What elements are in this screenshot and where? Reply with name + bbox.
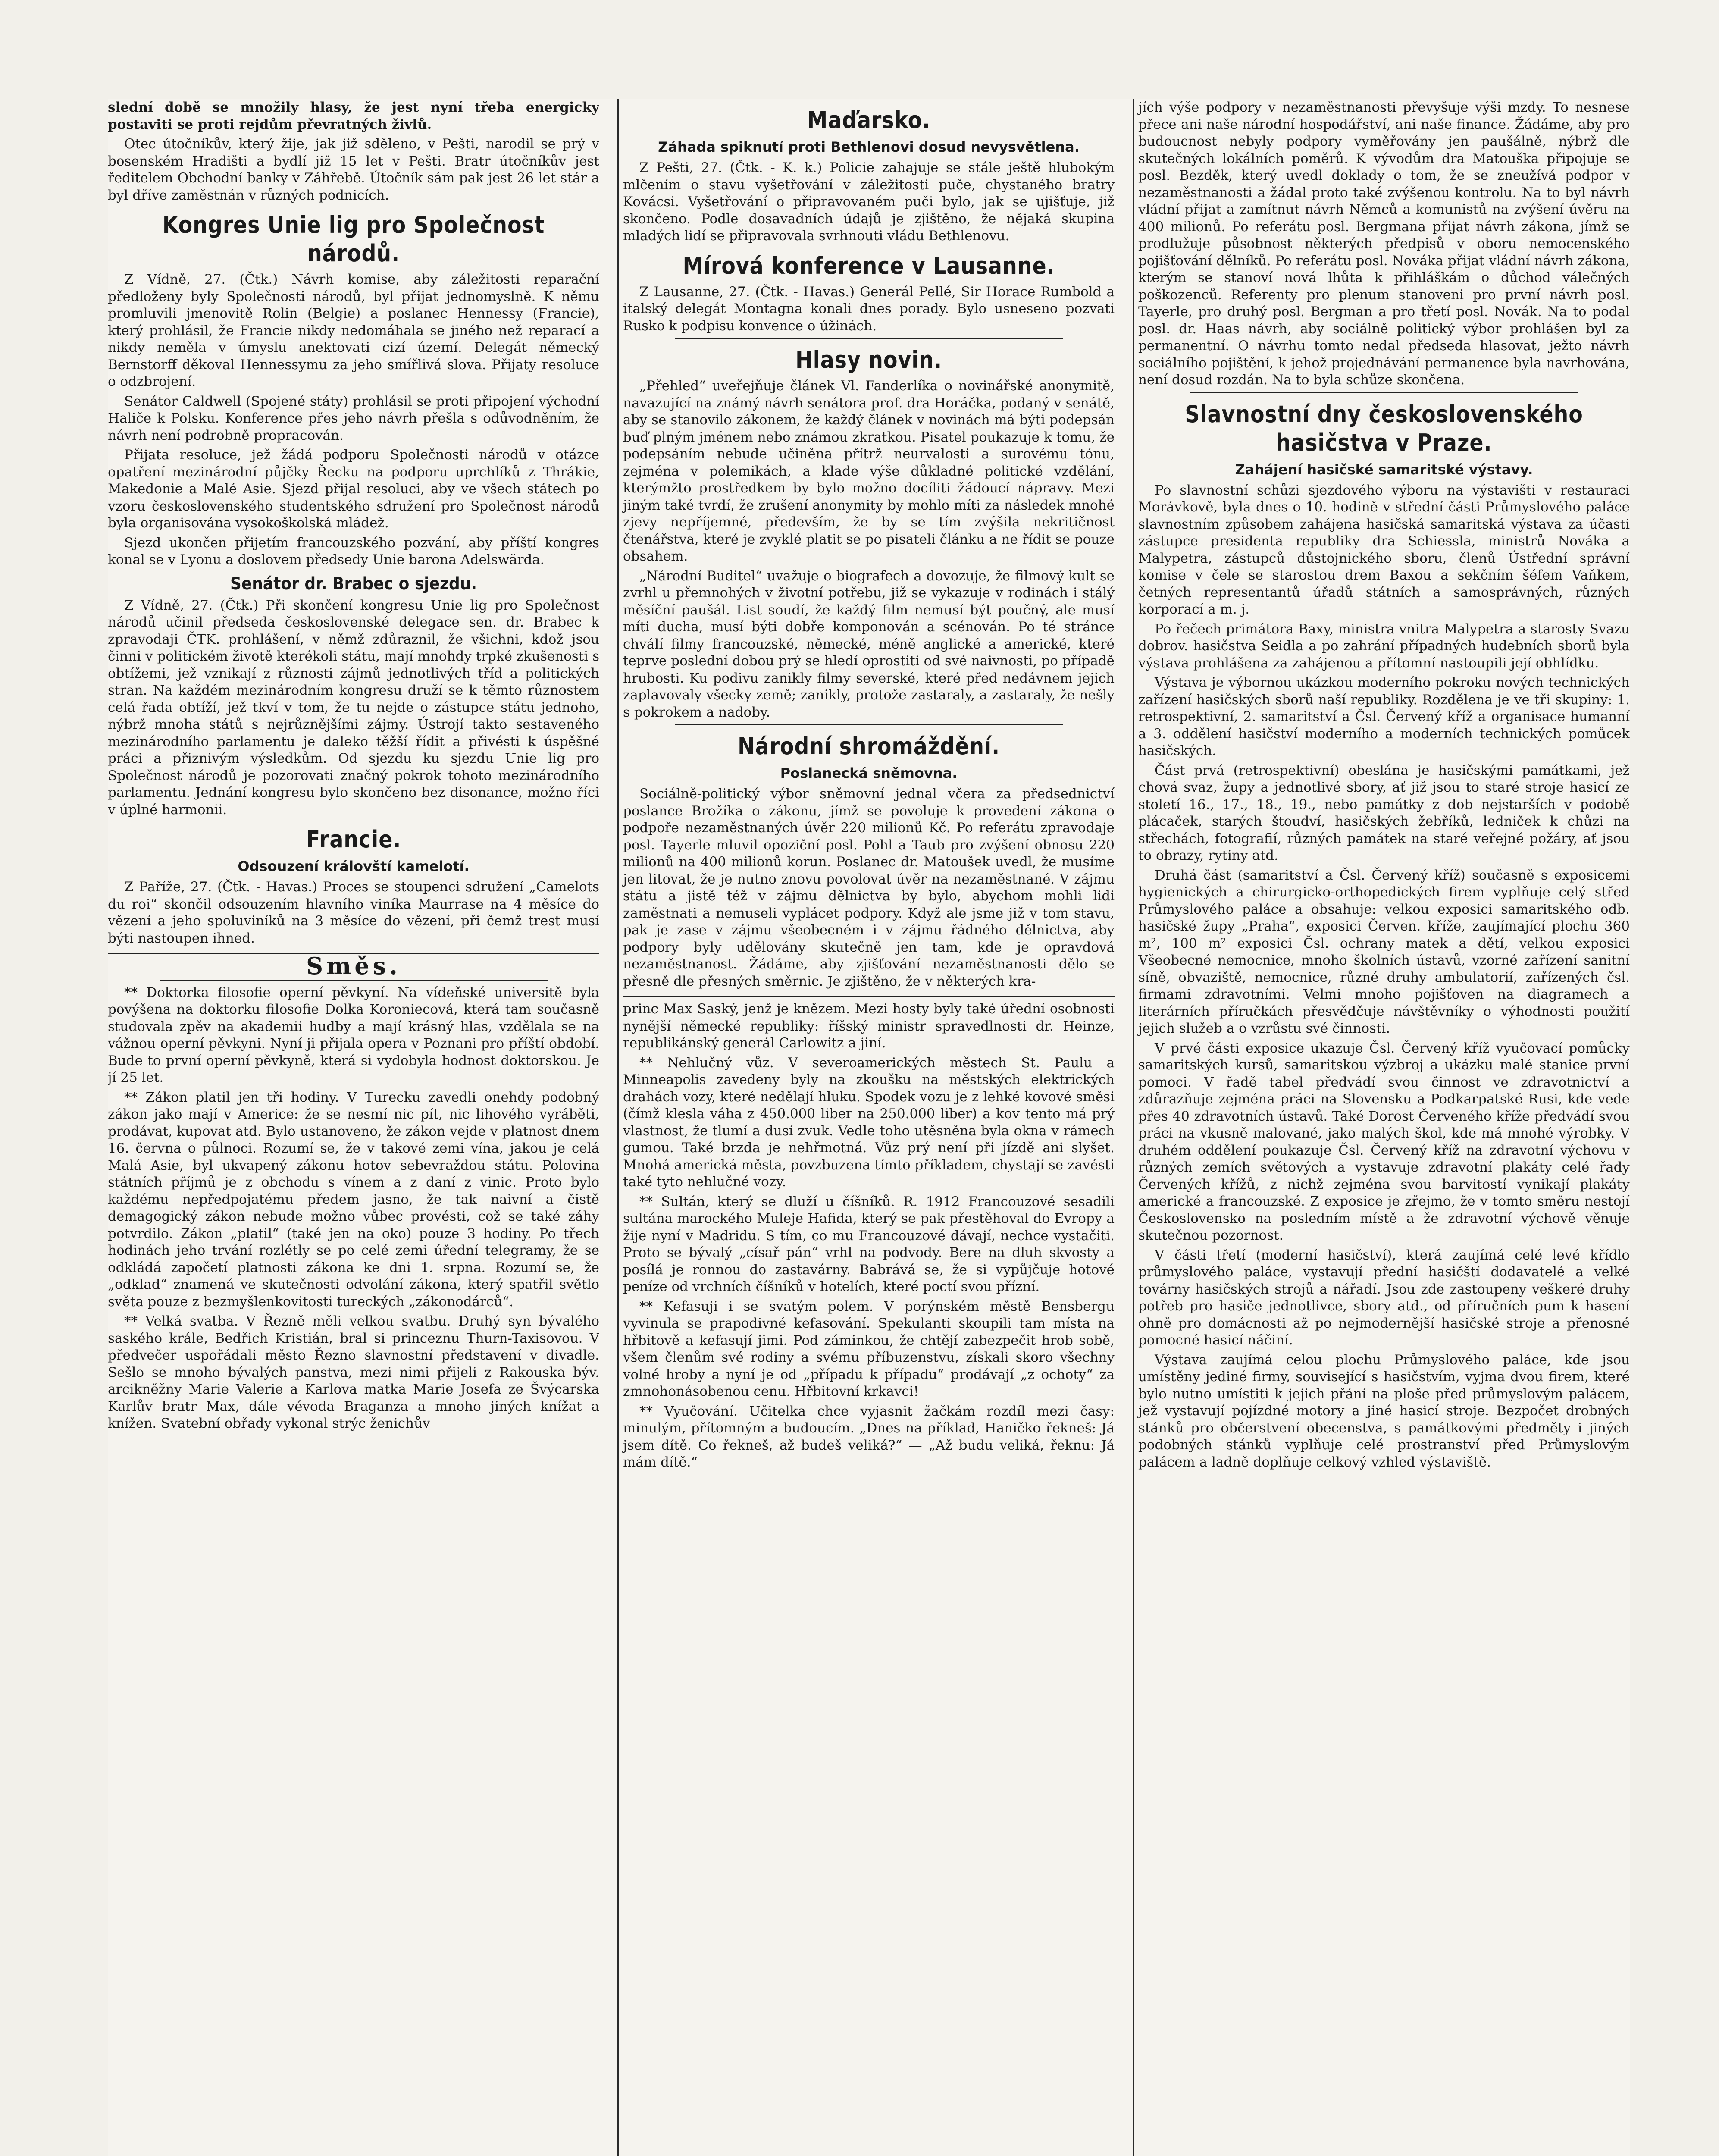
paragraph: Z Pešti, 27. (Čtk. - K. k.) Policie zahajuje se stále ještě hlubokým mlčením o stavu vyšetřování v záležitosti puče, chystaného bratry Kovácsi. Vyšetřování o připravovaném puči bylo, jak se ujišťuje, již skončeno. Podle dosavadních údajů je zjištěno, že nějaká skupina mladých lidí se připravovala svrhnouti vládu Bethlenovu. bbox=[623, 160, 1115, 244]
short-rule bbox=[675, 338, 1063, 339]
paragraph: Sjezd ukončen přijetím francouzského pozvání, aby příští kongres konal se v Lyonu a doslovem předsedy Unie barona Adelswärda. bbox=[108, 535, 599, 567]
newspaper-page bbox=[108, 99, 1630, 2156]
headline-narodni: Národní shromáždění. bbox=[737, 733, 1000, 760]
headline-slavnost: Slavnostní dny československého hasičstva v Praze. bbox=[1185, 400, 1583, 456]
paragraph: Z Lausanne, 27. (Čtk. - Havas.) Generál Pellé, Sir Horace Rumbold a italský delegát Montagna konali dnes porady. Bylo usneseno pozvati Rusko k podpisu konvence o úžinách. bbox=[623, 284, 1115, 334]
headline-kongres: Kongres Unie lig pro Společnost národů. bbox=[162, 211, 545, 267]
paragraph: Druhá část (samaritství a Čsl. Červený kříž) současně s exposicemi hygienických a chirurgicko-orthopedických firem vyplňuje celý střed Průmyslového paláce a obsahuje: velkou exposici samaritského odb. hasičské župy „Praha“, exposici Červen. kříže, zaujímající plochu 360 m², 100 m² exposici Čsl. ochrany matek a dětí, velkou exposici Všeobecné nemocnice, mnoho školních ústavů, vzorné zařízení sanitní síně, obvaziště, nemocnice, různé druhy ambulatorií, zařízených čsl. firmami zdravotními. Velmi mnoho pojišťoven na diagramech a literárních příručkách přesvědčuje návštěvníky o výhodnosti použití jejich služeb a o vzrůstu své činnosti. bbox=[1138, 867, 1630, 1036]
headline-hlasy: Hlasy novin. bbox=[795, 346, 942, 373]
paragraph: Výstava je výbornou ukázkou moderního pokroku nových technických zařízení hasičských sborů naší republiky. Rozdělena je ve tři skupiny: 1. retrospektivní, 2. samaritství a Čsl. Červený kříž a organisace humanní a 3. oddělení hasičství moderního a moderních technických pomůcek hasičských. bbox=[1138, 675, 1630, 758]
paragraph: „Národní Buditel“ uvažuje o biografech a dovozuje, že filmový kult se zvrhl u přemnohých v životní potřebu, již se vykazuje v rodinách i stálý měsíční paušál. List soudí, že každý film nemusí být poučný, ale musí míti ducha, musí býti dobře komponován a scénován. Po té stránce chválí filmy francouzské, německé, méně anglické a americké, které teprve poslední dobou prý se hledí oprostiti od své naivnosti, po případě hrubosti. Ku podivu zanikly filmy severské, které před nedávnem jejich zaplavovaly všecky země; zanikly, protože zastaraly, a zastaraly, že nešly s pokrokem a nadoby. bbox=[623, 568, 1115, 720]
paragraph: Výstava zaujímá celou plochu Průmyslového paláce, kde jsou umístěny jediné firmy, související s hasičstvím, vyjma dvou firem, které bylo nutno umístiti k jejich přání na ploše před průmyslovým palácem, jež vystavují pojízdné motory a jiné hasicí stroje. Bezpočet drobných stánků pro občerstvení obecenstva, s památkovými předměty i jiných podobných stánků vyplňuje celé prostranství před Průmyslovým palácem a ladně doplňuje celkový vzhled výstaviště. bbox=[1138, 1352, 1630, 1470]
subheadline-zahada: Záhada spiknutí proti Bethlenovi dosud nevysvětlena. bbox=[658, 139, 1080, 155]
subheadline-kamelot: Odsouzení královští kamelotí. bbox=[238, 858, 470, 874]
column-2 bbox=[617, 99, 1115, 2156]
paragraph: Přijata resoluce, jež žádá podporu Společnosti národů v otázce opatření mezinárodní půjčky Řecku na podporu uprchlíků z Thrákie, Makedonie a Malé Asie. Sjezd přijal resoluci, aby ve všech státech po vzoru československého studentského sdružení pro Společnost národů byla organisována vysokoškolská mládež. bbox=[108, 447, 599, 531]
paragraph: V části třetí (moderní hasičství), která zaujímá celé levé křídlo průmyslového paláce, vystavují přední hasičští dodavatelé a velké továrny hasičských strojů a nářadí. Jsou zde zastoupeny veškeré druhy potřeb pro hasiče jednotlivce, sbory atd., od příručních pum k hasení ohně pro domácnosti až po nejmodernější hasičské stroje a přenosné pomocné hasicí náčiní. bbox=[1138, 1247, 1630, 1348]
news-item: ** Doktorka filosofie operní pěvkyní. Na vídeňské universitě byla povýšena na doktorku filosofie Dolka Koroniecová, která tam současně studovala zpěv na akademii hudby a mají krásný hlas, vzdělala se na vážnou operní pěvkyni. Nyní ji přijala opera v Poznani pro příští období. Bude to první operní pěvkyně, která si vydobyla hodnost doktorskou. Je jí 25 let. bbox=[108, 984, 599, 1085]
paragraph: Po řečech primátora Baxy, ministra vnitra Malypetra a starosty Svazu dobrov. hasičstva Seidla a po zahrání případných hudebních sborů byla výstava prohlášena za zahájenou a přítomní nastoupili její obhlídku. bbox=[1138, 621, 1630, 671]
paragraph: „Přehled“ uveřejňuje článek Vl. Fanderlíka o novinářské anonymitě, navazující na známý návrh senátora prof. dra Horáčka, podaný v senátě, aby se stanovilo zákonem, že každý článek v novinách má býti podepsán buď plným jménem nebo známou zkratkou. Pisatel poukazuje k tomu, že podepsáním nebude učiněna přítrž neurvalosti a surovému tónu, zejména v polemikách, a klade výše důkladné politické vzdělání, kterýmžto prostředkem by bylo možno docíliti žádoucí nápravy. Mezi jiným také tvrdí, že zrušení anonymity by mohlo míti za následek mnohé zjevy nepříjemné, především, že by se tím zvýšila nekritičnost čtenářstva, které je zvyklé platit se po pisateli článku a ne řídit se pouze obsahem. bbox=[623, 378, 1115, 564]
news-item: ** Velká svatba. V Řezně měli velkou svatbu. Druhý syn bývalého saského krále, Bedřich Kristián, bral si princeznu Thurn-Taxisovou. V předvečer uspořádali město Řezno slavnostní představení v divadle. Sešlo se mnoho bývalých panstva, mezi nimi přijeli z Rakouska býv. arcikněžny Marie Valerie a Karlova matka Marie Josefa ze Švýcarska Karlův bratr Max, dále vévoda Braganza a mnoho jiných knížat a knížen. Svatební obřady vykonal strýc ženichův bbox=[108, 1313, 599, 1431]
article-continuation: slední době se množily hlasy, že jest nyní třeba energicky postaviti se proti rejdům převratných živlů. bbox=[108, 100, 599, 132]
short-rule bbox=[160, 980, 548, 981]
paragraph: Část prvá (retrospektivní) obeslána je hasičskými památkami, jež chová svaz, župy a jednotlivé sbory, ať již jsou to staré stroje hasicí ze století 16., 17., 18., 19., nebo památky z dob nejstarších v podobě plácaček, starých štoudví, hasičských žebříků, ledniček k chůzi na střechách, fotografií, různých památek na staré veřejné požáry, ať jsou to obrazy, rytiny atd. bbox=[1138, 762, 1630, 863]
subheadline-zahajeni: Zahájení hasičské samaritské výstavy. bbox=[1235, 461, 1533, 478]
news-item: ** Kefasuji i se svatým polem. V porýnském městě Bensbergu vyvinula se prapodivné kefasování. Spekulanti skoupili tam místa na hřbitově a kefasují jimi. Pod záminkou, že chtějí zabezpečit hrob sobě, všem členům své rodiny a svému příbuzenstvu, získali skoro všechny volné hroby a nyní je od „případu k případu“ prodávají „z ochoty“ za zmnohonásobenou cenu. Hřbitovní krkavci! bbox=[623, 1298, 1115, 1399]
short-rule bbox=[675, 724, 1063, 725]
paragraph: Z Vídně, 27. (Čtk.) Návrh komise, aby záležitosti reparační předloženy byly Společnosti národů, byl přijat jednomyslně. K němu promluvili jmenovitě Rolin (Belgie) a poslanec Hennessy (Francie), který prohlásil, že Francie nikdy nedomáhala se jiného než reparací a nikdy neměla v úmyslu anektovati cizí území. Delegát německý Bernstorff děkoval Hennessymu za jeho smířlivá slova. Přijaty resoluce o odzbrojení. bbox=[108, 272, 599, 389]
news-item: ** Sultán, který se dluží u číšníků. R. 1912 Francouzové sesadili sultána marockého Muleje Hafida, který se pak přestěhoval do Evropy a žije nyní v Madridu. S tím, co mu Francouzové dávají, nechce vystačiti. Proto se bývalý „císař pán“ vrhl na podvody. Bere na dluh skvosty a posílá je ronnou do zastavárny. Babrává se, že si vypůjčuje hotové peníze od vrchních číšníků v hotelích, které poctí svou přízní. bbox=[623, 1194, 1115, 1294]
news-item: ** Zákon platil jen tři hodiny. V Turecku zavedli onehdy podobný zákon jako mají v Americe: že se nesmí nic pít, nic lihového vyráběti, prodávat, kupovat atd. Bylo ustanoveno, že zákon vejde v platnost dnem 16. června o půlnoci. Rozumí se, že v takové zemi vína, jakou je celá Malá Asie, byl ukvapený zákonu hotov sebevraždou státu. Polovina státních příjmů je z obchodu s vínem a z daní z vinic. Proto bylo každému nepředpojatému předem jasno, že tak naivní a čistě demagogický zákon nebude možno vůbec provésti, což se také záhy potvrdilo. Zákon „platil“ (také jen na oko) pouze 3 hodiny. Po třech hodinách jeho trvání rozlétly se po celé zemi úřední telegramy, že se odkládá započetí platnosti zákona ke dni 1. srpna. Rozumí se, že „odklad“ znamená ve skutečnosti odvolání zákona, který spatřil světlo světa pouze z bezmyšlenkovitosti tureckých „zákonodárců“. bbox=[108, 1089, 599, 1310]
subheadline-snemovna: Poslanecká sněmovna. bbox=[780, 765, 958, 781]
paragraph: Z Vídně, 27. (Čtk.) Při skončení kongresu Unie lig pro Společnost národů učinil předseda československé delegace sen. dr. Brabec k zpravodaji ČTK. prohlášení, v němž zdůraznil, že všichni, kdož jsou činni v politickém životě kterékoli státu, mají mnohdy trpké zkušenosti s obtížemi, jež vznikají z různosti zájmů jednotlivých tříd a politických stran. Na každém mezinárodním kongresu druží se k těmto různostem celá řada obtíží, jež tkví v tom, že tu nejde o zástupce státu jednoho, nýbrž mnoha států s nejrůznějšími zájmy. Ústrojí takto sestaveného mezinárodního parlamentu je daleko těžší řídit a přivésti k úspěšné práci a přiznivým výsledkům. Od sjezdu ku sjezdu Unie lig pro Společnost národů je pozorovati značný pokrok tohoto mezinárodního parlamentu. Jednání kongresu bylo skončeno bez disonance, možno říci v úplné harmonii. bbox=[108, 597, 599, 818]
paragraph: princ Max Saský, jenž je knězem. Mezi hosty byly také úřední osobnosti nynější německé republiky: říšský ministr spravedlnosti dr. Heinze, republikánský generál Carlowitz a jiní. bbox=[623, 1001, 1115, 1051]
column-3 bbox=[1133, 99, 1630, 2156]
section-rule bbox=[623, 996, 1115, 997]
section-title-smes: Směs. bbox=[306, 952, 401, 980]
subheadline-brabec: Senátor dr. Brabec o sjezdu. bbox=[230, 573, 477, 594]
column-1 bbox=[108, 99, 599, 2156]
paragraph: jích výše podpory v nezaměstnanosti převyšuje výši mzdy. To nesnese přece ani naše národní hospodářství, ani naše finance. Žádáme, aby pro budoucnost nebyly podpory vyměřovány jen paušálně, nýbrž dle skutečných lokálních poměrů. K vývodům dra Matouška připojuje se posl. Bezděk, který uvedl doklady o tom, že se zneužívá podpor v nezaměstnanosti a žádal proto také zvýšenou kontrolu. Na to byl návrh vládní přijat a zamítnut návrh Němců a komunistů na zvýšení úvěru na 400 milionů. Po referátu posl. Bergmana přijat návrh zákona, jímž se prodlužuje působnost některých předpisů v oboru nemocenského pojišťování dělníků. Po referátu posl. Nováka přijat vládní návrh zákona, kterým se stanoví nová lhůta k přihláškám o důchod válečných poškozenců. Referenty pro plenum stanoveni pro první návrh posl. Tayerle, pro druhý posl. Bergman a pro třetí posl. Novák. Na to podal posl. dr. Haas návrh, aby sociálně politický výbor prohlášen byl za permanentní. O návrhu tomto nedal předseda hlasovat, ježto návrh sociálního pojištění, k jehož projednávání permanence byla navrhována, není dosud rozdán. Na to byla schůze skončena. bbox=[1138, 100, 1630, 388]
headline-madarsko: Maďarsko. bbox=[807, 107, 931, 134]
paragraph: V prvé části exposice ukazuje Čsl. Červený kříž vyučovací pomůcky samaritských kursů, samaritskou výzbroj a ukázku malé stanice první pomoci. V řadě tabel předvádí svou činnost ve zdravotnictví a zdůrazňuje zejména práci na Slovensku a Podkarpatské Rusi, kde vede přes 40 zdravotních ústavů. Také Dorost Červeného kříže předvádí svou práci na vkusně malované, jako malých škol, kde má mnohé výrobky. V druhém oddělení poukazuje Čsl. Červený kříž na zdravotní výchovu v různých zemích světových a vystavuje zdravotní plakáty celé řady Červených křížů, z nichž zejména svou barvitostí vynikají plakáty americké a francouzské. Z exposice je zřejmo, že v tomto směru nestojí Československo na posledním místě a že zdravotní výchově věnuje skutečnou pozornost. bbox=[1138, 1040, 1630, 1243]
paragraph: Po slavnostní schůzi sjezdového výboru na výstavišti v restauraci Morávkově, byla dnes o 10. hodině v střední části Průmyslového paláce slavnostním způsobem zahájena hasičská samaritská výstava za účasti zástupce presidenta republiky dra Schiessla, ministrů Nováka a Malypetra, zástupců důstojnického sboru, členů Ústřední správní komise v čele se starostou drem Baxou a sekčním šéfem Vaňkem, četných representantů úřadů státních a samosprávných, různých korporací a m. j. bbox=[1138, 482, 1630, 617]
short-rule bbox=[1190, 392, 1578, 393]
news-item: ** Nehlučný vůz. V severoamerických městech St. Paulu a Minneapolis zavedeny byly na zkoušku na městských elektrických drahách vozy, které nedělají hluku. Spodek vozu je z lehké kovové směsi (čímž klesla váha z 450.000 liber na 250.000 liber) a kov tento má prý vlastnost, že tlumí a dusí zvuk. Vedle toho utěsněna byla okna v rámech gumou. Také brzda je nehřmotná. Vůz prý není při jízdě ani slyšet. Mnohá americká města, povzbuzena tímto příkladem, chystají se zavésti také tyto nehlučné vozy. bbox=[623, 1055, 1115, 1190]
headline-francie: Francie. bbox=[306, 826, 401, 853]
headline-mirova: Mírová konference v Lausanne. bbox=[683, 252, 1055, 279]
paragraph: Otec útočníkův, který žije, jak již sděleno, v Pešti, narodil se prý v bosenském Hradišti a bydlí již 15 let v Pešti. Bratr útočníkův jest ředitelem Obchodní banky v Záhřebě. Útočník sám pak jest 26 let stár a byl dříve zaměstnán v různých podnicích. bbox=[108, 136, 599, 203]
news-item: ** Vyučování. Učitelka chce vyjasnit žačkám rozdíl mezi časy: minulým, přítomným a budoucím. „Dnes na příklad, Haničko řekneš: Já jsem dítě. Co řekneš, až budeš veliká?“ — „Až budu veliká, řeknu: Já mám dítě.“ bbox=[623, 1403, 1115, 1470]
paragraph: Sociálně-politický výbor sněmovní jednal včera za předsednictví poslance Brožíka o zákonu, jímž se povoluje k provedení zákona o podpoře nezaměstnaných úvěr 220 milionů Kč. Po referátu zpravodaje posl. Tayerle mluvil opoziční posl. Pohl a Taub pro zvýšení obnosu 220 milionů na 400 milionů korun. Poslanec dr. Matoušek uvedl, že musíme jen litovat, že je nutno znovu povolovat úvěr na nezaměstnané. V zájmu státu a jistě též v zájmu dělnictva by bylo, abychom mohli lidi zaměstnati a nemuseli vyplácet podpory. Když ale jsme již v tom stavu, pak je zase v zájmu všeobecném i v zájmu řádného dělnictva, aby podpory byly udělovány skutečně jen tam, kde je opravdová nezaměstnanost. Žádáme, aby zjišťování nezaměstnanosti dělo se přesně dle přesných směrnic. Je zjištěno, že v některých kra- bbox=[623, 786, 1115, 989]
paragraph: Senátor Caldwell (Spojené státy) prohlásil se proti připojení východní Haliče k Polsku. Konference přes jeho návrh přešla s odůvodněním, že návrh není podrobně propracován. bbox=[108, 393, 599, 443]
paragraph: Z Paříže, 27. (Čtk. - Havas.) Proces se stoupenci sdružení „Camelots du roi“ skončil odsouzením hlavního viníka Maurrase na 4 měsíce do vězení a jeho spoluviníků na 3 měsíce do vězení, při čemž trest musí býti nastoupen ihned. bbox=[108, 879, 599, 946]
